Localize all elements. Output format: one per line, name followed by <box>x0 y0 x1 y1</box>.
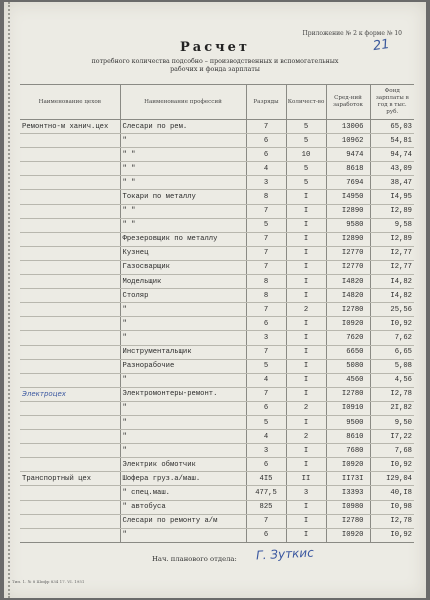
table-row <box>20 218 414 232</box>
count-cell: 2 <box>286 430 326 444</box>
fund-cell: I2,78 <box>370 387 414 401</box>
table-row <box>20 204 414 218</box>
profession-cell: " спец.маш. <box>120 486 246 500</box>
profession-cell: Кузнец <box>120 246 246 260</box>
count-cell: I <box>286 514 326 528</box>
salary-cell: I4820 <box>326 275 370 289</box>
table-row <box>20 415 414 429</box>
table-row <box>20 430 414 444</box>
grade-cell: 6 <box>246 317 286 331</box>
table-row <box>20 275 414 289</box>
count-cell: I <box>286 345 326 359</box>
grade-cell: 4 <box>246 373 286 387</box>
profession-cell: " <box>120 401 246 415</box>
dept-cell <box>20 430 120 444</box>
dept-cell <box>20 162 120 176</box>
profession-cell: Фрезеровщик по металлу <box>120 232 246 246</box>
profession-cell: Слесари по рем. <box>120 120 246 134</box>
fund-cell: I4,82 <box>370 289 414 303</box>
column-header-dept: Наименование цехов <box>20 85 120 120</box>
count-cell: I <box>286 331 326 345</box>
fund-cell: I2,77 <box>370 260 414 274</box>
fund-cell: I2,77 <box>370 246 414 260</box>
column-header-count: Количест-во <box>286 85 326 120</box>
count-cell: I <box>286 218 326 232</box>
count-cell: 5 <box>286 134 326 148</box>
fund-cell: 38,47 <box>370 176 414 190</box>
print-info: Тип. 1. № 8 Шифр 834 17. VI. 1951 <box>12 579 85 584</box>
count-cell: I <box>286 458 326 472</box>
dept-cell <box>20 176 120 190</box>
grade-cell: 6 <box>246 401 286 415</box>
page-number: 21 <box>372 36 391 55</box>
count-cell: I <box>286 415 326 429</box>
fund-cell: 54,81 <box>370 134 414 148</box>
salary-cell: I4820 <box>326 289 370 303</box>
table-row <box>20 331 414 345</box>
fund-cell: I0,92 <box>370 458 414 472</box>
grade-cell: 7 <box>246 303 286 317</box>
grade-cell: 4 <box>246 430 286 444</box>
profession-cell: " <box>120 134 246 148</box>
dept-cell <box>20 303 120 317</box>
dept-cell <box>20 331 120 345</box>
count-cell: I <box>286 190 326 204</box>
dept-cell <box>20 260 120 274</box>
profession-cell: Электромонтеры-ремонт. <box>120 387 246 401</box>
table-row <box>20 260 414 274</box>
fund-cell: 2I,82 <box>370 401 414 415</box>
table-row <box>20 120 414 134</box>
count-cell: 10 <box>286 148 326 162</box>
grade-cell: 7 <box>246 260 286 274</box>
grade-cell: 7 <box>246 246 286 260</box>
grade-cell: 7 <box>246 387 286 401</box>
dept-cell <box>20 232 120 246</box>
fund-cell: 65,03 <box>370 120 414 134</box>
fund-cell: 40,I8 <box>370 486 414 500</box>
count-cell: 2 <box>286 303 326 317</box>
dept-cell <box>20 500 120 514</box>
dept-cell <box>20 148 120 162</box>
fund-cell: I2,89 <box>370 204 414 218</box>
fund-cell: I0,92 <box>370 528 414 542</box>
column-header-profession: Наименование профессий <box>120 85 246 120</box>
salary-cell: I0920 <box>326 528 370 542</box>
salary-cell: I2770 <box>326 246 370 260</box>
profession-cell: " <box>120 317 246 331</box>
profession-cell: " <box>120 303 246 317</box>
dept-cell: Электроцех <box>20 387 120 401</box>
salary-cell: I0920 <box>326 458 370 472</box>
count-cell: I <box>286 317 326 331</box>
profession-cell: " <box>120 444 246 458</box>
salary-cell: I0920 <box>326 317 370 331</box>
handwritten-signature: Г. Зуткис <box>255 545 315 563</box>
profession-cell: " " <box>120 176 246 190</box>
salary-cell: 10962 <box>326 134 370 148</box>
appendix-note: Приложение № 2 к форме № 10 <box>302 30 402 37</box>
profession-cell: " <box>120 528 246 542</box>
signature-label: Нач. планового отдела: <box>152 555 237 563</box>
table-row <box>20 472 414 486</box>
fund-cell: 25,56 <box>370 303 414 317</box>
grade-cell: 7 <box>246 204 286 218</box>
fund-cell: I0,98 <box>370 500 414 514</box>
dept-cell <box>20 190 120 204</box>
grade-cell: 3 <box>246 444 286 458</box>
count-cell: I <box>286 204 326 218</box>
dept-cell <box>20 359 120 373</box>
dept-cell <box>20 444 120 458</box>
column-header-fund: Фонд зарплаты в год в тыс. руб. <box>370 85 414 120</box>
profession-cell: " " <box>120 148 246 162</box>
count-cell: I <box>286 528 326 542</box>
fund-cell: I4,82 <box>370 275 414 289</box>
count-cell: I <box>286 289 326 303</box>
table-row <box>20 289 414 303</box>
table-row <box>20 528 414 542</box>
column-header-grade: Разряды <box>246 85 286 120</box>
grade-cell: 3 <box>246 331 286 345</box>
count-cell: I <box>286 500 326 514</box>
column-header-salary: Сред-ний заработок <box>326 85 370 120</box>
profession-cell: " " <box>120 162 246 176</box>
table-row <box>20 190 414 204</box>
binding-holes <box>8 2 11 598</box>
dept-cell <box>20 458 120 472</box>
dept-cell: Транспортный цех <box>20 472 120 486</box>
table-row <box>20 134 414 148</box>
grade-cell: 3 <box>246 176 286 190</box>
dept-cell <box>20 246 120 260</box>
fund-cell: I0,92 <box>370 317 414 331</box>
table-row <box>20 401 414 415</box>
fund-cell: 6,65 <box>370 345 414 359</box>
grade-cell: 8 <box>246 289 286 303</box>
fund-cell: I7,22 <box>370 430 414 444</box>
fund-cell: I2,78 <box>370 514 414 528</box>
salary-cell: I2780 <box>326 303 370 317</box>
grade-cell: 4 <box>246 162 286 176</box>
salary-cell: II73I <box>326 472 370 486</box>
count-cell: I <box>286 260 326 274</box>
table-row <box>20 514 414 528</box>
dept-cell <box>20 275 120 289</box>
salary-cell: 13006 <box>326 120 370 134</box>
dept-cell <box>20 528 120 542</box>
salary-cell: I2890 <box>326 232 370 246</box>
grade-cell: 7 <box>246 232 286 246</box>
salary-cell: 7694 <box>326 176 370 190</box>
table-row <box>20 500 414 514</box>
salary-cell: I0980 <box>326 500 370 514</box>
dept-cell <box>20 289 120 303</box>
salary-cell: I2770 <box>326 260 370 274</box>
salary-cell: 8610 <box>326 430 370 444</box>
fund-cell: 9,58 <box>370 218 414 232</box>
salary-cell: 9474 <box>326 148 370 162</box>
fund-cell: I4,95 <box>370 190 414 204</box>
dept-cell <box>20 401 120 415</box>
table-row <box>20 317 414 331</box>
dept-cell <box>20 345 120 359</box>
fund-cell: I2,89 <box>370 232 414 246</box>
fund-cell: 43,09 <box>370 162 414 176</box>
count-cell: 5 <box>286 176 326 190</box>
salary-cell: I2890 <box>326 204 370 218</box>
salary-cell: I4950 <box>326 190 370 204</box>
fund-cell: I29,04 <box>370 472 414 486</box>
count-cell: I <box>286 387 326 401</box>
fund-cell: 7,62 <box>370 331 414 345</box>
salary-cell: I3393 <box>326 486 370 500</box>
staff-table <box>20 84 414 543</box>
profession-cell: Модельщик <box>120 275 246 289</box>
grade-cell: 5 <box>246 359 286 373</box>
salary-cell: 7680 <box>326 444 370 458</box>
count-cell: I <box>286 359 326 373</box>
table-row <box>20 148 414 162</box>
count-cell: I <box>286 444 326 458</box>
table-row <box>20 176 414 190</box>
count-cell: 5 <box>286 162 326 176</box>
table-row <box>20 444 414 458</box>
grade-cell: 6 <box>246 458 286 472</box>
salary-cell: 8618 <box>326 162 370 176</box>
fund-cell: 4,56 <box>370 373 414 387</box>
profession-cell: " " <box>120 204 246 218</box>
salary-cell: 7620 <box>326 331 370 345</box>
table-row <box>20 458 414 472</box>
table-row <box>20 345 414 359</box>
dept-cell: Ремонтно-м ханич.цех <box>20 120 120 134</box>
grade-cell: 4I5 <box>246 472 286 486</box>
grade-cell: 477,5 <box>246 486 286 500</box>
count-cell: I <box>286 373 326 387</box>
grade-cell: 825 <box>246 500 286 514</box>
grade-cell: 5 <box>246 415 286 429</box>
grade-cell: 7 <box>246 514 286 528</box>
grade-cell: 6 <box>246 148 286 162</box>
profession-cell: " " <box>120 218 246 232</box>
fund-cell: 94,74 <box>370 148 414 162</box>
count-cell: II <box>286 472 326 486</box>
profession-cell: " <box>120 373 246 387</box>
dept-cell <box>20 514 120 528</box>
profession-cell: " <box>120 331 246 345</box>
salary-cell: I0910 <box>326 401 370 415</box>
table-row <box>20 387 414 401</box>
profession-cell: " автобуса <box>120 500 246 514</box>
table-row <box>20 162 414 176</box>
dept-cell <box>20 218 120 232</box>
profession-cell: Разнорабочие <box>120 359 246 373</box>
document-page <box>4 2 426 598</box>
dept-cell <box>20 204 120 218</box>
count-cell: 3 <box>286 486 326 500</box>
salary-cell: 4560 <box>326 373 370 387</box>
dept-cell <box>20 486 120 500</box>
grade-cell: 8 <box>246 190 286 204</box>
count-cell: I <box>286 246 326 260</box>
count-cell: 2 <box>286 401 326 415</box>
table-row <box>20 303 414 317</box>
profession-cell: " <box>120 430 246 444</box>
grade-cell: 7 <box>246 120 286 134</box>
table-row <box>20 246 414 260</box>
salary-cell: 5080 <box>326 359 370 373</box>
count-cell: 5 <box>286 120 326 134</box>
fund-cell: 7,68 <box>370 444 414 458</box>
table-row <box>20 486 414 500</box>
salary-cell: 9500 <box>326 415 370 429</box>
salary-cell: 9580 <box>326 218 370 232</box>
profession-cell: Электрик обмотчик <box>120 458 246 472</box>
dept-cell <box>20 317 120 331</box>
grade-cell: 7 <box>246 345 286 359</box>
profession-cell: Слесари по ремонту а/м <box>120 514 246 528</box>
profession-cell: Инструментальщик <box>120 345 246 359</box>
profession-cell: " <box>120 415 246 429</box>
salary-cell: I2780 <box>326 387 370 401</box>
grade-cell: 5 <box>246 218 286 232</box>
grade-cell: 6 <box>246 528 286 542</box>
table-row <box>20 359 414 373</box>
grade-cell: 8 <box>246 275 286 289</box>
profession-cell: Столяр <box>120 289 246 303</box>
page-title: Расчет <box>180 40 250 55</box>
salary-cell: I2780 <box>326 514 370 528</box>
table-row <box>20 373 414 387</box>
count-cell: I <box>286 275 326 289</box>
fund-cell: 5,08 <box>370 359 414 373</box>
fund-cell: 9,50 <box>370 415 414 429</box>
table-row <box>20 232 414 246</box>
dept-cell <box>20 373 120 387</box>
profession-cell: Газосварщик <box>120 260 246 274</box>
profession-cell: Токари по металлу <box>120 190 246 204</box>
dept-cell <box>20 134 120 148</box>
count-cell: I <box>286 232 326 246</box>
profession-cell: Шофера груз.а/маш. <box>120 472 246 486</box>
dept-cell <box>20 415 120 429</box>
grade-cell: 6 <box>246 134 286 148</box>
salary-cell: 6650 <box>326 345 370 359</box>
table-header-row <box>20 85 414 120</box>
page-subtitle: потребного количества подсобно – производственных и вспомогательных рабочих и фонда зарплаты <box>91 58 339 73</box>
